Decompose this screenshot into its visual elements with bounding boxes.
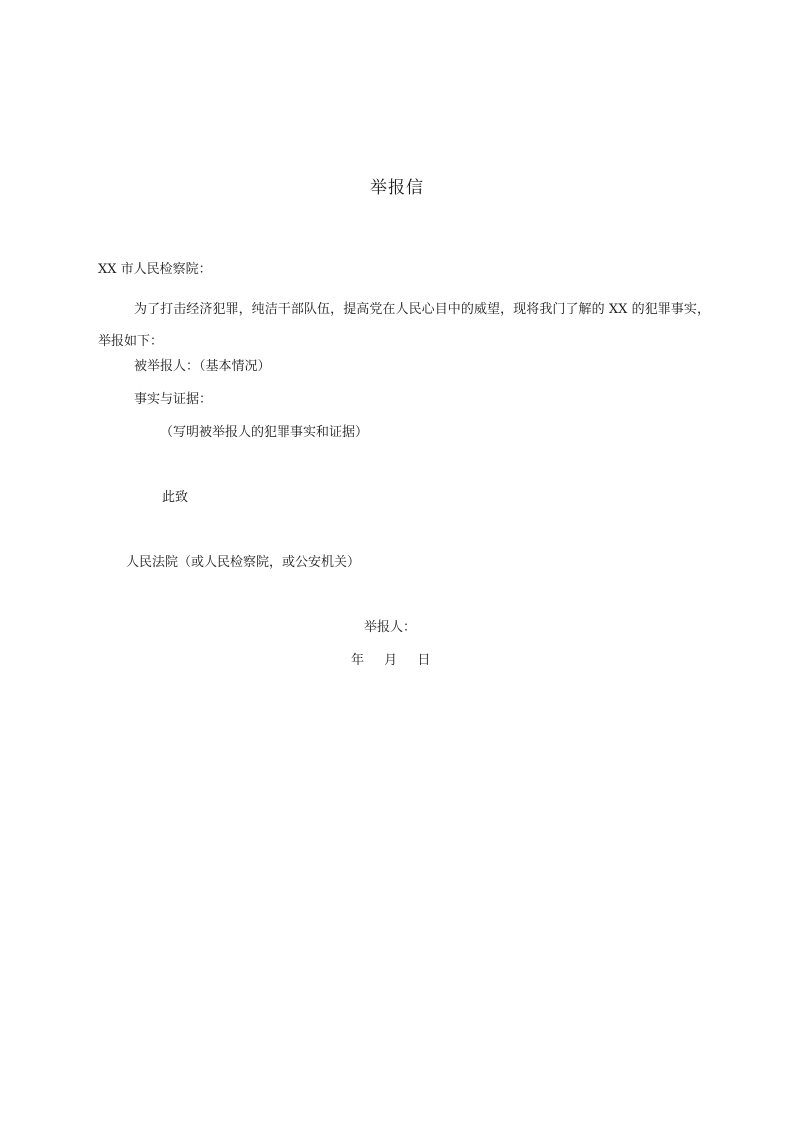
closing-phrase: 此致 xyxy=(162,490,189,505)
reported-person-line: 被举报人：（基本情况） xyxy=(134,359,271,374)
facts-placeholder: （写明被举报人的犯罪事实和证据） xyxy=(160,425,369,440)
date-line xyxy=(351,653,430,669)
salutation: XX 市人民检察院： xyxy=(98,262,212,277)
date-year: 年 xyxy=(351,653,365,668)
body-paragraph: 为了打击经济犯罪，纯洁干部队伍，提高党在人民心目中的威望，现将我门了解的 XX 的犯罪事实，举报如下： xyxy=(98,302,710,349)
facts-heading: 事实与证据： xyxy=(134,392,213,407)
date-day: 日 xyxy=(417,653,431,668)
document-title: 举报信 xyxy=(370,178,424,198)
date-month: 月 xyxy=(384,653,398,668)
signature-label: 举报人： xyxy=(364,620,417,635)
recipient-line: 人民法院（或人民检察院，或公安机关） xyxy=(126,555,361,570)
